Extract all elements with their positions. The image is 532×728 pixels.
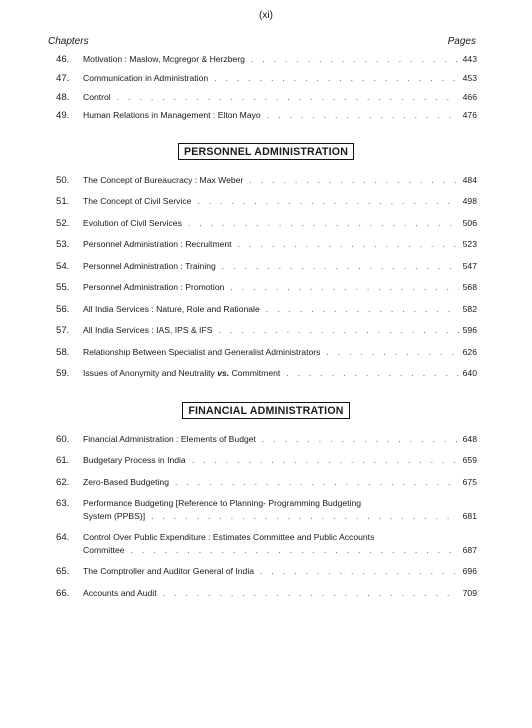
toc-entry: [56, 217, 477, 230]
toc-entry: [56, 476, 477, 489]
page-number: 596: [462, 325, 477, 335]
chapter-title: Human Relations in Management : Elton Mayo: [83, 110, 261, 120]
toc-entry: [56, 91, 477, 104]
chapter-title: Control Over Public Expenditure : Estimates Committee and Public Accounts: [83, 532, 375, 542]
toc-entry: [56, 238, 477, 251]
page-number: 696: [462, 566, 477, 576]
chapters-header: Chapters: [48, 36, 89, 47]
toc-entry: [56, 531, 477, 557]
title-part: Issues of Anonymity and Neutrality: [83, 368, 218, 378]
chapter-number: 54.: [56, 261, 70, 272]
chapter-number: 46.: [56, 54, 70, 65]
chapter-title: The Concept of Bureaucracy : Max Weber: [83, 175, 244, 185]
page-number: 626: [462, 347, 477, 357]
dot-leader: [117, 91, 459, 104]
chapter-title: Personnel Administration : Promotion: [83, 282, 225, 292]
chapter-title: Personnel Administration : Recruitment: [83, 239, 232, 249]
chapter-number: 59.: [56, 368, 70, 379]
dot-leader: [286, 367, 458, 380]
dot-leader: [266, 303, 459, 316]
dot-leader: [249, 174, 458, 187]
chapter-title: Evolution of Civil Services: [83, 218, 182, 228]
page-number: 498: [462, 196, 477, 206]
chapter-number: 58.: [56, 347, 70, 358]
chapter-title: The Concept of Civil Service: [83, 196, 192, 206]
chapter-number: 65.: [56, 566, 70, 577]
chapter-number: 64.: [56, 532, 70, 543]
pages-header: Pages: [447, 36, 476, 47]
page-number: 687: [462, 545, 477, 555]
dot-leader: [238, 238, 459, 251]
page-number: 466: [462, 92, 477, 102]
dot-leader: [192, 454, 459, 467]
dot-leader: [260, 565, 459, 578]
toc-entry: [56, 346, 477, 359]
title-versus: vs.: [217, 368, 230, 378]
page-number: 506: [462, 218, 477, 228]
dot-leader: [214, 72, 459, 85]
dot-leader: [163, 587, 459, 600]
section-heading-personnel: [0, 142, 532, 160]
dot-leader: [197, 195, 458, 208]
toc-entry: [56, 72, 477, 85]
chapter-number: 60.: [56, 434, 70, 445]
page-number: 476: [462, 110, 477, 120]
toc-entry: [56, 433, 477, 446]
toc-entry: [56, 587, 477, 600]
toc-entry: [56, 324, 477, 337]
dot-leader: [151, 510, 459, 523]
chapter-number: 50.: [56, 175, 70, 186]
chapter-number: 56.: [56, 304, 70, 315]
toc-entry: [56, 454, 477, 467]
chapter-title: All India Services : IAS, IPS & IFS: [83, 325, 213, 335]
toc-entry: [56, 260, 477, 273]
page-number: 681: [462, 511, 477, 521]
chapter-title: Accounts and Audit: [83, 588, 157, 598]
chapter-number: 57.: [56, 325, 70, 336]
chapter-number: 53.: [56, 239, 70, 250]
dot-leader: [222, 260, 459, 273]
page-number: 709: [462, 588, 477, 598]
toc-entry: [56, 303, 477, 316]
chapter-title: Performance Budgeting [Reference to Planning- Programming Budgeting: [83, 498, 362, 508]
section-heading-label: FINANCIAL ADMINISTRATION: [182, 402, 349, 419]
chapter-number: 52.: [56, 218, 70, 229]
chapter-title: All India Services : Nature, Role and Rationale: [83, 304, 260, 314]
page-number: 547: [462, 261, 477, 271]
chapter-number: 51.: [56, 196, 70, 207]
toc-entry: [56, 497, 477, 523]
chapter-title-continued: System (PPBS)]: [83, 511, 146, 521]
chapter-title: Communication in Administration: [83, 73, 209, 83]
chapter-title: Control: [83, 92, 111, 102]
chapter-title: Relationship Between Specialist and Generalist Administrators: [83, 347, 321, 357]
chapter-title: Zero-Based Budgeting: [83, 477, 169, 487]
toc-entry: [56, 109, 477, 122]
page-number: 523: [462, 239, 477, 249]
toc-entry: [56, 281, 477, 294]
toc-entry: [56, 53, 477, 66]
page-number: 484: [462, 175, 477, 185]
chapter-number: 62.: [56, 477, 70, 488]
dot-leader: [267, 109, 459, 122]
chapter-number: 55.: [56, 282, 70, 293]
chapter-number: 48.: [56, 92, 70, 103]
page-marker: (xi): [259, 10, 273, 21]
toc-entry: [56, 367, 477, 380]
dot-leader: [175, 476, 459, 489]
chapter-title: The Comptroller and Auditor General of India: [83, 566, 255, 576]
page-number: 675: [462, 477, 477, 487]
dot-leader: [262, 433, 459, 446]
chapter-number: 61.: [56, 455, 70, 466]
chapter-title: Motivation : Maslow, Mcgregor & Herzberg: [83, 54, 245, 64]
page-number: 453: [462, 73, 477, 83]
toc-entry: [56, 565, 477, 578]
dot-leader: [188, 217, 459, 230]
chapter-number: 66.: [56, 588, 70, 599]
dot-leader: [218, 324, 458, 337]
chapter-title: Personnel Administration : Training: [83, 261, 216, 271]
page-number: 659: [462, 455, 477, 465]
chapter-title: Financial Administration : Elements of Budget: [83, 434, 256, 444]
page-number: 568: [462, 282, 477, 292]
dot-leader: [251, 53, 459, 66]
dot-leader: [131, 544, 459, 557]
toc-entry: [56, 174, 477, 187]
chapter-title: [83, 367, 280, 380]
dot-leader: [230, 281, 458, 294]
section-heading-financial: [0, 401, 532, 419]
page-number: 640: [462, 368, 477, 378]
chapter-title: Budgetary Process in India: [83, 455, 186, 465]
page-number: 582: [462, 304, 477, 314]
chapter-number: 63.: [56, 498, 70, 509]
dot-leader: [326, 346, 458, 359]
page-number: 648: [462, 434, 477, 444]
chapter-number: 47.: [56, 73, 70, 84]
section-heading-label: PERSONNEL ADMINISTRATION: [178, 143, 354, 160]
chapter-number: 49.: [56, 110, 70, 121]
page-number: 443: [462, 54, 477, 64]
chapter-title-continued: Committee: [83, 545, 125, 555]
toc-entry: [56, 195, 477, 208]
title-part: Commitment: [229, 368, 281, 378]
